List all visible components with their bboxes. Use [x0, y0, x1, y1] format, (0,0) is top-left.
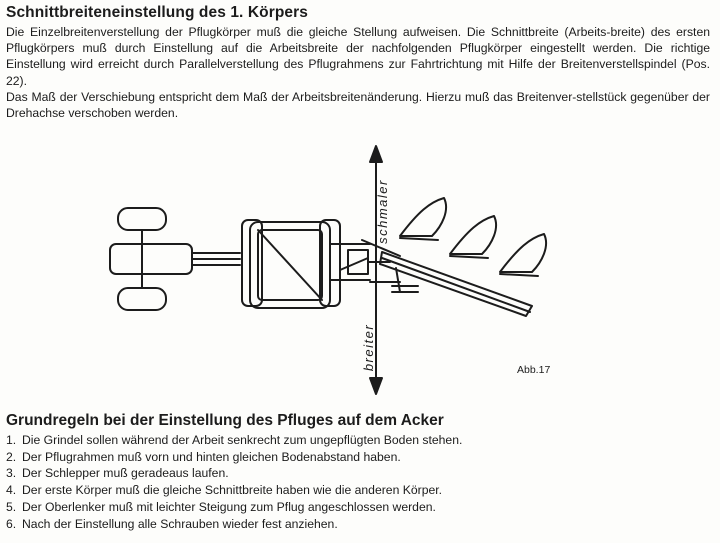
list-number: 5. — [6, 499, 17, 514]
plough-adjustment-figure — [100, 140, 620, 400]
list-item — [6, 465, 462, 482]
plough-body-2 — [450, 216, 496, 258]
list-number: 2. — [6, 449, 17, 464]
tractor-hood — [110, 244, 240, 274]
list-number: 3. — [6, 466, 17, 481]
paragraph-shift-measure: Das Maß der Verschiebung entspricht dem Maß der Arbeitsbreitenänderung. Hierzu muß das Breitenver-stellstück gegenüber der Drehachse verschoben werden. — [6, 89, 710, 121]
width-adjustment-spindle — [392, 268, 418, 292]
list-number: 6. — [6, 516, 17, 531]
section-body — [6, 24, 710, 121]
list-item — [6, 516, 462, 533]
list-number: 4. — [6, 483, 17, 498]
list-text: Der Schlepper muß geradeaus laufen. — [22, 466, 229, 481]
list-item — [6, 432, 462, 449]
list-item — [6, 499, 462, 516]
rules-list — [6, 432, 462, 532]
label-wider: breiter — [361, 323, 377, 372]
list-text: Der Pflugrahmen muß vorn und hinten gleichen Bodenabstand haben. — [22, 449, 401, 464]
label-narrower: schmaler — [374, 179, 390, 244]
plough-body-1 — [400, 198, 446, 240]
list-text: Die Grindel sollen während der Arbeit senkrecht zum ungepflügten Boden stehen. — [22, 433, 463, 447]
list-number: 1. — [6, 433, 17, 447]
list-item — [6, 449, 462, 466]
list-text: Der Oberlenker muß mit leichter Steigung zum Pflug angeschlossen werden. — [22, 499, 436, 514]
tractor-front-wheels — [118, 208, 166, 310]
tractor-rear-wheels — [242, 220, 340, 306]
section-title-basic-rules: Grundregeln bei der Einstellung des Pfluges auf dem Acker — [6, 412, 444, 429]
plough-frame — [362, 240, 532, 316]
plough-body-3 — [500, 234, 546, 276]
section-title-cutting-width: Schnittbreiteneinstellung des 1. Körpers — [6, 4, 309, 21]
paragraph-setting-instructions: Die Einzelbreitenverstellung der Pflugkörper muß die gleiche Stellung aufweisen. Die Schnittbreite (Arbeits-breite) des ersten Pflugkörpers muß durch Einstellung auf die Arbeitsbreite der nachfolgenden Pflugkörper eingestellt werden. Die richtige Einstellung wird erreicht durch Parallelverstellung des Pflugrahmens zur Fahrtrichtung mit Hilfe der Breitenverstellspindel (Pos. 22). — [6, 25, 710, 88]
figure-caption: Abb.17 — [517, 364, 551, 376]
list-text: Der erste Körper muß die gleiche Schnittbreite haben wie die anderen Körper. — [22, 483, 443, 498]
list-item — [6, 482, 462, 499]
list-text: Nach der Einstellung alle Schrauben wieder fest anziehen. — [22, 516, 338, 531]
